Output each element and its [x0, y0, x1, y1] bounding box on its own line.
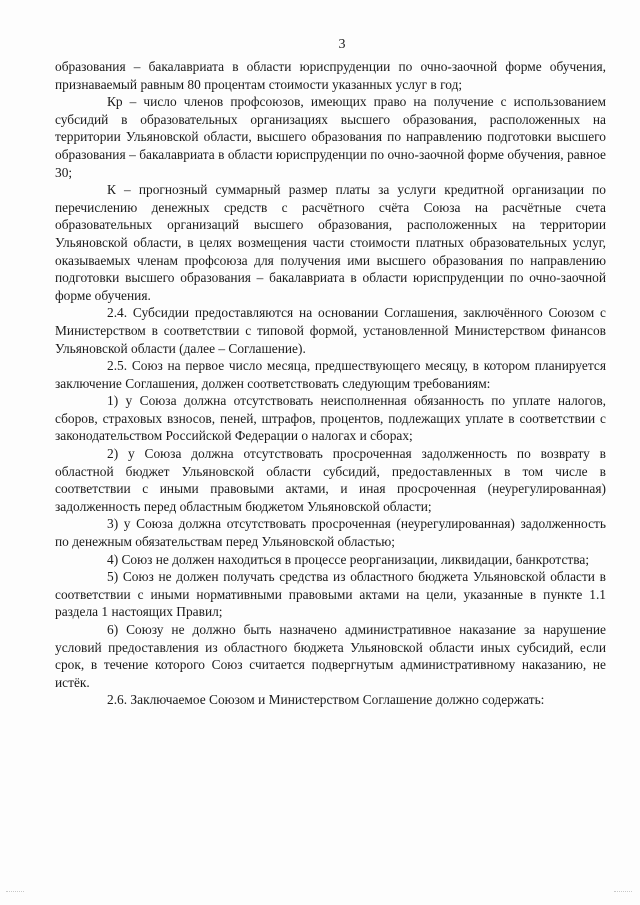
page-number: 3: [338, 37, 346, 52]
paragraph-kr-definition: Кр – число членов профсоюзов, имеющих право на получение с использованием субсидий в образовательных организациях высшего образования, расположенных на территории Ульяновской области, высшего образования по направлению подготовки высшего образования – бакалавриата в области юриспруденции по очно-заочной форме обучения, равное 30;: [55, 94, 606, 180]
requirement-item-4: 4) Союз не должен находиться в процессе реорганизации, ликвидации, банкротства;: [107, 551, 590, 567]
requirement-item-5: 5) Союз не должен получать средства из областного бюджета Ульяновской области в соответствии с иными нормативными правовыми актами на цели, указанные в пункте 1.1 раздела 1 настоящих Правил;: [55, 569, 606, 620]
scan-artifact-mark: [614, 891, 632, 892]
paragraph-continuation: образования – бакалавриата в области юриспруденции по очно-заочной форме обучения, признаваемый равным 80 процентам стоимости указанных услуг в год;: [55, 59, 606, 92]
document-body: [55, 58, 606, 709]
paragraph-2-4: 2.4. Субсидии предоставляются на основании Соглашения, заключённого Союзом с Министерством в соответствии с типовой формой, установленной Министерством финансов Ульяновской области (далее – Соглашение).: [55, 305, 606, 356]
paragraph-k-definition: К – прогнозный суммарный размер платы за услуги кредитной организации по перечислению денежных средств с расчётного счёта Союза на расчётные счета образовательных организаций высшего образования, расположенных на территории Ульяновской области, в целях возмещения части стоимости платных образовательных услуг, оказываемых членам профсоюза для получения ими высшего образования по направлению подготовки высшего образования – бакалавриата в области юриспруденции по очно-заочной форме обучения.: [55, 182, 606, 303]
scan-artifact-mark: [6, 891, 24, 892]
requirement-item-1: 1) у Союза должна отсутствовать неисполненная обязанность по уплате налогов, сборов, страховых взносов, пеней, штрафов, процентов, подлежащих уплате в соответствии с законодательством Российской Федерации о налогах и сборах;: [55, 393, 606, 444]
requirement-item-3: 3) у Союза должна отсутствовать просроченная (неурегулированная) задолженность по денежным обязательствам перед Ульяновской областью;: [55, 516, 606, 550]
requirement-item-2: 2) у Союза должна отсутствовать просроченная задолженность по возврату в областной бюджет Ульяновской области субсидий, предоставленных в том числе в соответствии с иными правовыми актами, и иная просроченная (неурегулированная) задолженность перед областным бюджетом Ульяновской области;: [55, 446, 606, 514]
paragraph-2-6: 2.6. Заключаемое Союзом и Министерством Соглашение должно содержать:: [107, 692, 545, 708]
requirement-item-6: 6) Союзу не должно быть назначено административное наказание за нарушение условий предоставления из областного бюджета Ульяновской области иных субсидий, если срок, в течение которого Союз считается подвергнутым административному наказанию, не истёк.: [55, 622, 606, 690]
paragraph-2-5: 2.5. Союз на первое число месяца, предшествующего месяцу, в котором планируется заключение Соглашения, должен соответствовать следующим требованиям:: [55, 358, 606, 391]
